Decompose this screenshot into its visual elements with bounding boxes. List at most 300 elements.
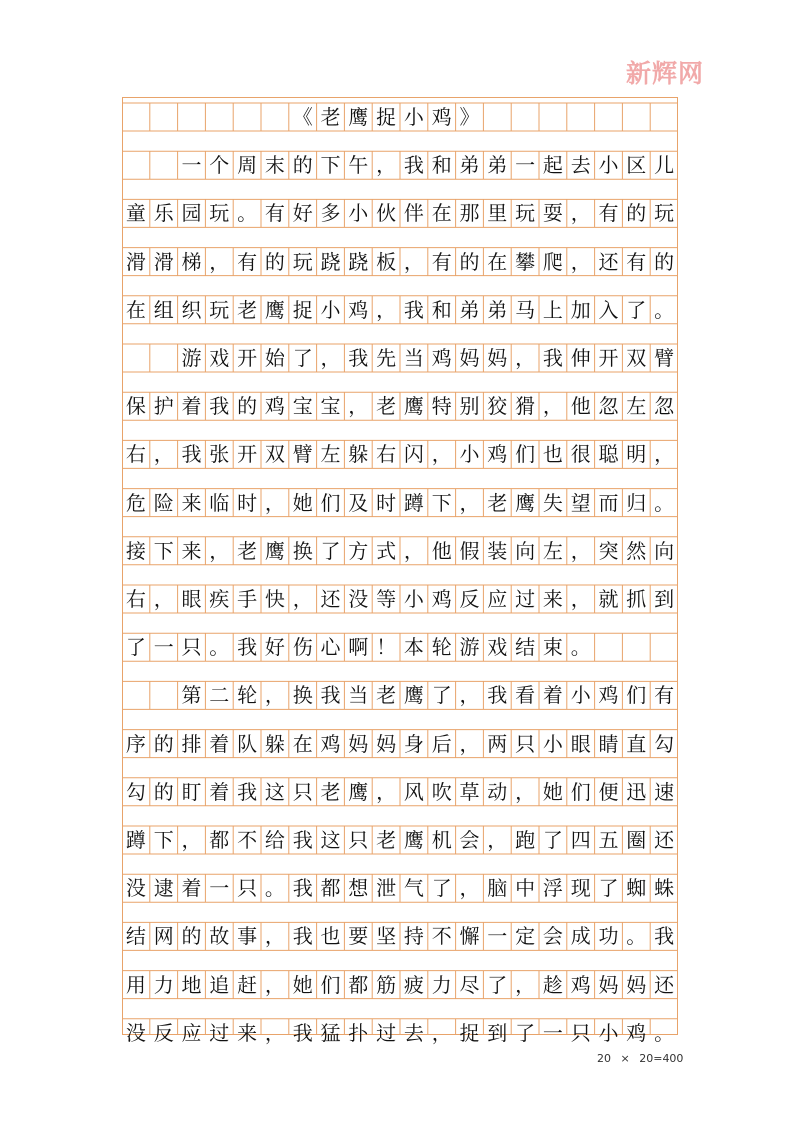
grid-char: 里 [487, 201, 508, 226]
grid-char: 的 [459, 249, 480, 274]
grid-char: 追 [209, 972, 230, 997]
grid-char: 弟 [459, 297, 480, 322]
grid-char: 来 [181, 490, 202, 515]
grid-char: 老 [320, 105, 341, 129]
grid-char: 她 [542, 779, 563, 804]
grid-char: 那 [459, 201, 480, 226]
grid-char: 逮 [153, 876, 174, 901]
essay-line [122, 392, 678, 420]
essay-line [122, 633, 678, 661]
grid-char: 看 [515, 683, 536, 708]
grid-char: 很 [570, 442, 591, 467]
grid-char: 老 [237, 538, 258, 563]
grid-char: 妈 [459, 346, 480, 370]
grid-char: ， [153, 587, 174, 611]
grid-char: 。 [237, 201, 258, 226]
grid-char: 了 [320, 538, 341, 563]
grid-char: 着 [542, 683, 563, 708]
grid-char: 赶 [237, 972, 258, 997]
grid-char: 机 [431, 828, 452, 852]
grid-char: 明 [626, 442, 647, 467]
grid-char: 现 [570, 876, 591, 901]
grid-char: 蛛 [654, 876, 675, 901]
grid-char: 了 [431, 683, 452, 708]
grid-char: 圈 [626, 828, 647, 852]
grid-char: 的 [626, 201, 647, 226]
grid-char: ， [153, 442, 174, 467]
grid-char: 妈 [348, 731, 369, 756]
grid-char: 故 [209, 924, 230, 949]
grid-char: 鸡 [431, 346, 452, 370]
grid-char: 反 [459, 587, 480, 611]
grid-char: 地 [181, 972, 202, 997]
grid-char: 戏 [209, 346, 230, 370]
grid-char: 右 [125, 442, 146, 467]
grid-char: 懈 [459, 924, 480, 949]
grid-char: 气 [403, 876, 424, 901]
grid-char: 他 [570, 394, 591, 419]
grid-char: 只 [292, 779, 313, 804]
grid-char: 方 [348, 538, 369, 563]
grid-char: 开 [237, 442, 258, 467]
grid-char: 伤 [292, 635, 313, 660]
grid-char: 鹰 [348, 105, 369, 129]
grid-char: 板 [376, 249, 397, 274]
grid-char: 都 [209, 828, 230, 852]
grid-char: 换 [292, 683, 313, 708]
grid-char: 我 [348, 346, 369, 370]
grid-char: 玩 [292, 249, 313, 274]
grid-char: 排 [181, 731, 202, 756]
grid-char: 了 [542, 828, 563, 852]
grid-char: 心 [320, 635, 341, 660]
grid-char: ， [320, 346, 341, 370]
grid-char: 双 [264, 442, 285, 467]
grid-char: 都 [320, 876, 341, 901]
grid-char: 序 [125, 731, 146, 756]
grid-char: 多 [320, 201, 341, 226]
grid-char: 。 [626, 924, 647, 949]
essay-line [122, 489, 678, 517]
grid-char: 一 [181, 153, 202, 178]
grid-char: 好 [292, 201, 313, 226]
grid-char: 还 [598, 249, 619, 274]
essay-line [122, 826, 678, 854]
grid-char: 午 [348, 153, 369, 178]
grid-char: 小 [542, 731, 563, 756]
grid-char: ， [515, 779, 536, 804]
grid-char: 迅 [626, 779, 647, 804]
grid-char: ， [459, 490, 480, 515]
grid-char: 快 [264, 587, 285, 611]
grid-char: 鹰 [403, 828, 424, 852]
grid-char: 。 [209, 635, 230, 660]
grid-char: 一 [487, 924, 508, 949]
grid-char: 持 [403, 924, 424, 949]
footer-times: × [620, 1052, 630, 1065]
footer-equals: = [653, 1052, 663, 1065]
grid-char: 猾 [515, 394, 536, 419]
grid-char: ， [403, 249, 424, 274]
grid-char: 吹 [431, 779, 452, 804]
grid-char: 下 [153, 828, 174, 852]
grid-char: 我 [292, 876, 313, 901]
grid-char: 鸡 [431, 587, 452, 611]
grid-char: 小 [403, 105, 424, 129]
grid-char: ， [264, 1020, 285, 1045]
grid-char: 扑 [348, 1020, 369, 1045]
grid-char: 张 [209, 442, 230, 467]
grid-char: 鹰 [264, 297, 285, 322]
grid-char: 眼 [181, 587, 202, 611]
grid-char: 鹰 [403, 394, 424, 419]
grid-char: 来 [181, 538, 202, 563]
grid-char: ， [570, 587, 591, 611]
grid-char: 她 [292, 972, 313, 997]
grid-char: ， [264, 683, 285, 708]
grid-char: 要 [348, 924, 369, 949]
grid-char: 的 [153, 731, 174, 756]
essay-line [122, 971, 678, 999]
grid-char: 只 [237, 876, 258, 901]
grid-char: 捉 [376, 105, 397, 129]
grid-char: ， [403, 538, 424, 563]
grid-char: 这 [320, 828, 341, 852]
grid-char: 鸡 [320, 731, 341, 756]
grid-char: ， [431, 1020, 452, 1045]
grid-char: 弟 [487, 153, 508, 178]
grid-char: 妈 [598, 972, 619, 997]
grid-char: 四 [570, 828, 591, 852]
grid-char: 爬 [542, 249, 563, 274]
grid-char: 捉 [292, 297, 313, 322]
grid-char: 妈 [376, 731, 397, 756]
grid-char: 在 [125, 297, 146, 322]
grid-char: 疾 [209, 587, 230, 611]
grid-char: 小 [320, 297, 341, 322]
grid-char: 的 [153, 779, 174, 804]
grid-char: 结 [125, 924, 146, 949]
grid-char: 们 [626, 683, 647, 708]
grid-char: ， [264, 924, 285, 949]
grid-char: 上 [542, 297, 563, 322]
grid-char: 童 [125, 201, 146, 226]
grid-char: ， [431, 442, 452, 467]
grid-char: 。 [654, 297, 675, 322]
grid-char: 身 [403, 731, 424, 756]
essay-line [122, 874, 678, 902]
grid-char: 二 [209, 683, 230, 708]
grid-char: 滑 [153, 249, 174, 274]
grid-char: 疲 [403, 972, 424, 997]
grid-char: 始 [264, 346, 285, 370]
grid-char [150, 681, 178, 709]
grid-char: 们 [515, 442, 536, 467]
grid-char: 左 [626, 394, 647, 419]
grid-char: 不 [431, 924, 452, 949]
grid-char: 定 [515, 924, 536, 949]
grid-char: 等 [376, 587, 397, 611]
grid-char: 这 [264, 779, 285, 804]
grid-char: 游 [181, 346, 202, 370]
grid-char: 去 [403, 1020, 424, 1045]
grid-char: 伸 [570, 346, 591, 370]
essay-text [122, 97, 678, 1045]
grid-char: 过 [209, 1020, 230, 1045]
grid-char: 我 [542, 346, 563, 370]
grid-char: 鸡 [570, 972, 591, 997]
grid-char: 右 [125, 587, 146, 611]
grid-char: 本 [403, 635, 424, 660]
grid-char: 应 [487, 587, 508, 611]
essay-title-row [122, 103, 678, 131]
grid-char: 盯 [181, 779, 202, 804]
grid-char: 速 [654, 779, 675, 804]
grid-char: 特 [431, 394, 452, 419]
grid-char [150, 344, 178, 372]
grid-char: ， [209, 249, 230, 274]
grid-char: 险 [153, 490, 174, 515]
grid-char: 一 [542, 1020, 563, 1045]
grid-char: 捉 [459, 1020, 480, 1045]
grid-char: ， [654, 442, 675, 467]
grid-char: 开 [598, 346, 619, 370]
grid-char: 先 [376, 346, 397, 370]
grid-char: 老 [320, 779, 341, 804]
grid-char: 我 [654, 924, 675, 949]
grid-char: 老 [376, 394, 397, 419]
grid-char: 队 [237, 731, 258, 756]
grid-char: 双 [626, 346, 647, 370]
grid-count-footer [597, 1052, 683, 1065]
grid-char: 鹰 [264, 538, 285, 563]
grid-char: 周 [237, 153, 258, 178]
grid-char: 耍 [542, 201, 563, 226]
grid-char: ， [515, 346, 536, 370]
grid-char: 了 [598, 876, 619, 901]
grid-char: 臂 [654, 346, 675, 370]
grid-char: 老 [487, 490, 508, 515]
grid-char: 突 [598, 538, 619, 563]
grid-char: 中 [515, 876, 536, 901]
grid-char: 鹰 [403, 683, 424, 708]
grid-char: 当 [348, 683, 369, 708]
grid-char: 小 [570, 683, 591, 708]
grid-char: 蹲 [403, 490, 424, 515]
grid-char: 有 [237, 249, 258, 274]
grid-char: 玩 [515, 201, 536, 226]
grid-char: 老 [376, 828, 397, 852]
grid-char: 就 [598, 587, 619, 611]
grid-char: 的 [264, 249, 285, 274]
grid-char: 草 [459, 779, 480, 804]
grid-char: 没 [348, 587, 369, 611]
grid-char: 他 [431, 538, 452, 563]
grid-char: 组 [153, 297, 174, 322]
grid-char: 只 [570, 1020, 591, 1045]
grid-char: 鸡 [348, 297, 369, 322]
grid-char: 我 [403, 297, 424, 322]
grid-char: ， [542, 394, 563, 419]
grid-char: 尽 [459, 972, 480, 997]
grid-char: 在 [431, 201, 452, 226]
essay-line [122, 344, 678, 372]
grid-char: 力 [153, 972, 174, 997]
watermark-logo: 新辉网 [626, 59, 705, 88]
grid-char: 坚 [376, 924, 397, 949]
grid-char: 鸡 [264, 394, 285, 419]
grid-char: 的 [654, 249, 675, 274]
grid-char: 时 [237, 490, 258, 515]
grid-char: 我 [487, 683, 508, 708]
grid-char: 小 [598, 153, 619, 178]
grid-char: 时 [376, 490, 397, 515]
grid-char: 接 [125, 538, 146, 563]
grid-char: 妈 [487, 346, 508, 370]
grid-char: 们 [570, 779, 591, 804]
grid-char: 来 [542, 587, 563, 611]
grid-char: 蹲 [125, 828, 146, 852]
grid-char: ， [570, 249, 591, 274]
grid-char: 力 [431, 972, 452, 997]
grid-char: 临 [209, 490, 230, 515]
grid-char: 弟 [459, 153, 480, 178]
grid-char: 想 [348, 876, 369, 901]
footer-rows: 20 [639, 1052, 654, 1065]
grid-char: 着 [209, 779, 230, 804]
grid-char: 闪 [403, 442, 424, 467]
grid-char: 没 [125, 876, 146, 901]
grid-char [150, 151, 178, 179]
grid-char: 在 [487, 249, 508, 274]
grid-char: 还 [320, 587, 341, 611]
grid-char: 下 [320, 153, 341, 178]
grid-char: 宝 [292, 394, 313, 419]
essay-line [122, 296, 678, 324]
grid-char: 小 [403, 587, 424, 611]
grid-char: 鹰 [515, 490, 536, 515]
grid-char: 勾 [125, 779, 146, 804]
grid-char: 了 [515, 1020, 536, 1045]
footer-cols: 20 [597, 1052, 611, 1065]
essay-line [122, 585, 678, 613]
grid-char: 而 [598, 490, 619, 515]
grid-char: 忽 [654, 394, 675, 419]
grid-char: 跑 [515, 828, 536, 852]
grid-char: 到 [487, 1020, 508, 1045]
grid-char: 猛 [320, 1020, 341, 1045]
grid-char: 然 [626, 538, 647, 563]
grid-char: 在 [292, 731, 313, 756]
grid-char: 老 [237, 297, 258, 322]
grid-char: 的 [181, 924, 202, 949]
grid-char [122, 681, 150, 709]
grid-char: 第 [181, 683, 202, 708]
grid-char: ！ [376, 635, 397, 660]
grid-char: 梯 [181, 249, 202, 274]
grid-char: 入 [598, 297, 619, 322]
grid-char: 忽 [598, 394, 619, 419]
grid-char: 和 [431, 297, 452, 322]
grid-char: 。 [654, 1020, 675, 1045]
grid-char: 鸡 [431, 105, 452, 129]
essay-line [122, 151, 678, 179]
grid-char: 的 [292, 153, 313, 178]
grid-char: 有 [431, 249, 452, 274]
grid-char: 我 [237, 779, 258, 804]
grid-char: 会 [459, 828, 480, 852]
grid-char: 还 [654, 828, 675, 852]
grid-char: 个 [209, 153, 230, 178]
grid-char: 》 [459, 105, 480, 129]
grid-char: 了 [125, 635, 146, 660]
grid-char: 了 [292, 346, 313, 370]
grid-char: 式 [376, 538, 397, 563]
grid-char: 来 [237, 1020, 258, 1045]
grid-char: 小 [348, 201, 369, 226]
grid-char: 也 [320, 924, 341, 949]
grid-char: 装 [487, 538, 508, 563]
grid-char: 加 [570, 297, 591, 322]
grid-char: 一 [515, 153, 536, 178]
grid-char: 一 [209, 876, 230, 901]
grid-char: 到 [654, 587, 675, 611]
grid-char: 起 [542, 153, 563, 178]
grid-char: 妈 [626, 972, 647, 997]
grid-char: 躲 [264, 731, 285, 756]
grid-char: 下 [431, 490, 452, 515]
grid-char: 臂 [292, 442, 313, 467]
essay-line [122, 248, 678, 276]
grid-char: 弟 [487, 297, 508, 322]
grid-char: 左 [320, 442, 341, 467]
grid-char: 伙 [376, 201, 397, 226]
grid-char: 们 [320, 490, 341, 515]
grid-char: 风 [403, 779, 424, 804]
essay-line [122, 778, 678, 806]
grid-char: 向 [654, 538, 675, 563]
grid-char: 玩 [209, 297, 230, 322]
grid-char: 结 [515, 635, 536, 660]
grid-char: 鹰 [348, 779, 369, 804]
grid-char: 织 [181, 297, 202, 322]
grid-char: 了 [431, 876, 452, 901]
grid-char: 和 [431, 153, 452, 178]
grid-char: 五 [598, 828, 619, 852]
grid-char: 失 [542, 490, 563, 515]
grid-char: 跷 [320, 249, 341, 274]
grid-char: 开 [237, 346, 258, 370]
grid-char: ， [181, 828, 202, 852]
grid-char: 有 [626, 249, 647, 274]
grid-char: 滑 [125, 249, 146, 274]
grid-char: 鸡 [487, 442, 508, 467]
grid-char: 玩 [654, 201, 675, 226]
grid-char [122, 344, 150, 372]
grid-char: 功 [598, 924, 619, 949]
grid-char: 过 [376, 1020, 397, 1045]
grid-char: 。 [570, 635, 591, 660]
grid-char: 右 [376, 442, 397, 467]
grid-char: 聪 [598, 442, 619, 467]
grid-char: ， [570, 201, 591, 226]
grid-char: 我 [292, 924, 313, 949]
grid-char: 假 [459, 538, 480, 563]
grid-char: 泄 [376, 876, 397, 901]
grid-char: 趁 [542, 972, 563, 997]
grid-char: 老 [376, 683, 397, 708]
essay-line [122, 537, 678, 565]
